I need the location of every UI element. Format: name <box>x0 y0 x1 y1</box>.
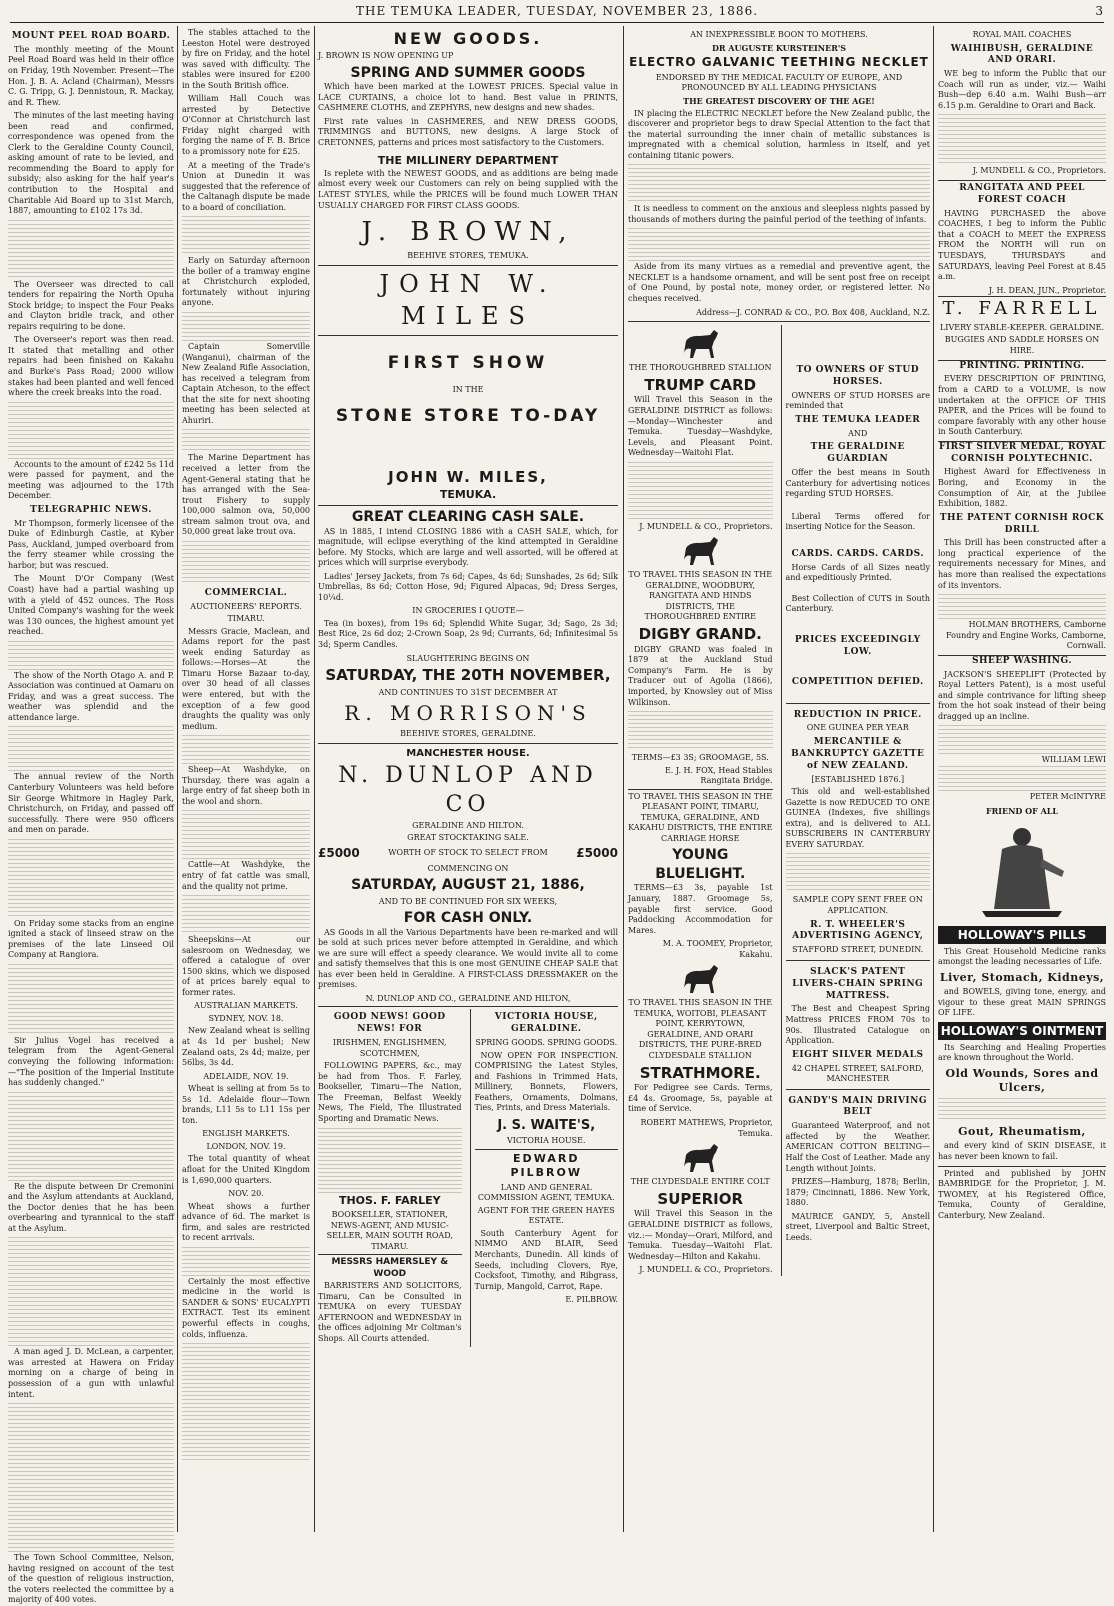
ad-commencing: COMMENCING ON <box>427 863 509 873</box>
article-paragraph: The stables attached to the Leeston Hotel were destroyed by fire on Friday, and the hotel was saved with difficulty. The stables were insured for £200 in the South British office. <box>182 28 310 90</box>
ad-farrell: T. FARRELL <box>938 296 1106 321</box>
holloway-illustration <box>938 806 1106 922</box>
ad-text: Will Travel this Season in the GERALDINE DISTRICT as follows:—Monday—Winchester and Temuka. Tuesday—Washdyke, Levels, and Pleasant Point. Wednesday—Waitohi Flat. <box>628 395 773 458</box>
ad-amount-left: £5000 <box>318 845 360 860</box>
text-lines <box>938 594 1106 620</box>
ad-text: TERMS—£3 3s, payable 1st January, 1887. Groomage 5s, payable first service. Good Paddocking Accommodation for Mares. <box>628 883 773 935</box>
ad-established: [ESTABLISHED 1876.] <box>811 774 905 784</box>
ad-text: OWNERS OF STUD HORSES are reminded that <box>785 390 930 411</box>
ad-stocktake: GREAT STOCKTAKING SALE. <box>407 833 529 843</box>
ad-cards: CARDS. CARDS. CARDS. <box>791 548 924 559</box>
ad-guinea: ONE GUINEA PER YEAR <box>806 723 909 733</box>
column-ads-right <box>628 28 930 1532</box>
ad-text: Its Searching and Healing Properties are known throughout the World. <box>938 1042 1106 1063</box>
ad-kursteiner: DR AUGUSTE KURSTEINER'S <box>711 42 847 53</box>
article-paragraph: The Overseer was directed to call tenders for repairing the North Opuha Stock bridge; to inspect the Four Peaks and Clayton bridle track, and other repairs requiring to be done. <box>8 279 174 331</box>
article-paragraph: The Town School Committee, Nelson, having resigned on account of the test of the question of religious instruction, the voters reelected the committee by a majority of 400 votes. <box>8 1553 174 1605</box>
ad-young-bluelight: YOUNG BLUELIGHT. <box>655 847 746 882</box>
article-paragraph: Wheat shows a further advance of 6d. The market is firm, and sales are restricted to recent arrivals. <box>182 1201 310 1243</box>
article-paragraph: Captain Somerville (Wanganui), chairman of the New Zealand Rifle Association, has received a telegram from Captain Atcheson, to the effect that the site for next shooting meeting has been selected at Ahuriri. <box>182 342 310 425</box>
horse-illustration-icon <box>678 534 722 568</box>
ad-sample: SAMPLE COPY SENT FREE ON APPLICATION. <box>792 895 923 915</box>
ad-medals: EIGHT SILVER MEDALS <box>792 1049 924 1060</box>
ad-strath-intro: TO TRAVEL THIS SEASON IN THE TEMUKA, WOITOBI, PLEASANT POINT, KERRYTOWN, GERALDINE, AND ORARI DISTRICTS, THE PURE-BRED CLYDESDALE STALLION <box>628 998 773 1060</box>
column-ads-far-right <box>938 28 1106 1532</box>
article-paragraph: The monthly meeting of the Mount Peel Road Board was held in their office on Friday, 19th November. Present—The Hon. J. B. A. Acland (Chairman), Messrs C. G. Tripp, G. J. Dennistoun, R. Mackay, and R. Thew. <box>8 44 174 107</box>
ad-worth: WORTH OF STOCK TO SELECT FROM <box>388 848 548 858</box>
article-paragraph: Messrs Gracie, Maclean, and Adams report for the past week ending Saturday as follows:—Horses—At the Timaru Horse Bazaar to-day, over 30 head of all classes were entered, but with the exception of a few good draughts the quality was only medium. <box>182 626 310 731</box>
ad-greatest: THE GREATEST DISCOVERY OF THE AGE! <box>683 96 875 107</box>
article-paragraph: Certainly the most effective medicine in the world is SANDER & SONS' EUCALYPTI EXTRACT. Test its eminent powerful effects in coughs, colds, influenza. <box>182 1276 310 1339</box>
ad-strathmore: STRATHMORE. <box>639 1063 761 1082</box>
article-paragraph: The Marine Department has received a letter from the Agent-General stating that he has arranged with the Sea-trout Fishery to supply 100,000 salmon ova, 50,000 stream salmon trout ova, and 50,000 great lake trout ova. <box>182 453 310 537</box>
text-lines <box>182 810 310 860</box>
dateline-adelaide: ADELAIDE, NOV. 19. <box>203 1071 289 1081</box>
text-lines <box>182 1343 310 1463</box>
ad-dunlop-name: N. DUNLOP AND CO <box>338 762 598 817</box>
ad-miles-name: JOHN W. MILES <box>318 265 618 336</box>
text-lines <box>628 164 930 204</box>
ad-rangitata: RANGITATA AND PEEL FOREST COACH <box>938 180 1106 207</box>
text-lines <box>182 312 310 342</box>
article-paragraph: A man aged J. D. McLean, a carpenter, was arrested at Hawera on Friday morning on a charge of being in possession of a gun with unlawful intent. <box>8 1347 174 1399</box>
article-paragraph: The minutes of the last meeting having been read and confirmed, correspondence was opened from the Clerk to the Geraldine County Council, asking amount of rate to be levied, and recommending the Board to apply for subsidy; also asking for the half year's contribution to the Hospital and Charitable Aid Board up to 31st March, 1887, amounting to £102 17s 3d. <box>8 111 174 216</box>
ad-liver: Liver, Stomach, Kidneys, <box>939 970 1105 984</box>
subhead-australian: AUSTRALIAN MARKETS. <box>194 1001 298 1011</box>
ad-text: Liberal Terms offered for inserting Notice for the Season. <box>785 511 930 532</box>
ad-stud-owners: TO OWNERS OF STUD HORSES. <box>796 365 920 387</box>
ad-amount-right: £5000 <box>576 845 618 860</box>
ad-text: MAURICE GANDY, 5, Anstell street, Liverpool and Baltic Street, Leeds. <box>785 1211 930 1242</box>
subhead-auctioneers: AUCTIONEERS' REPORTS. <box>190 601 302 611</box>
ad-pilbrow-agent: AGENT FOR THE GREEN HAYES ESTATE. <box>477 1205 615 1226</box>
ad-cash-only: FOR CASH ONLY. <box>403 910 533 927</box>
headline-telegraphic: TELEGRAPHIC NEWS. <box>30 504 152 515</box>
text-lines <box>8 839 174 919</box>
article-paragraph: At a meeting of the Trade's Union at Dunedin it was suggested that the reference of the Caltanagh dispute be made to a board of conciliation. <box>182 160 310 212</box>
article-paragraph: The annual review of the North Canterbury Volunteers was held before Sir George Whitmore in Hagley Park, Christchurch, on Friday, and passed off successfully. There were 950 officers and men on parade. <box>8 772 174 835</box>
text-lines <box>938 114 1106 166</box>
column-rule <box>933 26 934 1532</box>
ad-gandy: GANDY'S MAIN DRIVING BELT <box>788 1095 928 1118</box>
ad-leader: THE TEMUKA LEADER <box>795 414 921 425</box>
text-lines <box>182 541 310 585</box>
column-ads-center <box>318 28 618 1532</box>
ad-text: Aside from its many virtues as a remedial and preventive agent, the NECKLET is a handsome ornament, and will be sent post free on receipt of One Pound, by postal note, money order, or registered letter. No cheques received. <box>628 262 930 304</box>
ad-slaughter: SLAUGHTERING BEGINS ON <box>406 653 530 663</box>
ad-text: This Drill has been constructed after a long practical experience of the requirements necessary for Mines, and has more than realised the expectations of its inventors. <box>938 538 1106 590</box>
ad-pilbrow-sig: E. PILBROW. <box>565 1295 618 1305</box>
ad-rangitata-sig: J. H. DEAN, JUN., Proprietor. <box>988 285 1106 295</box>
column-rule <box>177 26 178 1532</box>
ad-text: Highest Award for Effectiveness in Boring, and Economy in the Consumption of Air, at the Jubilee Exhibition, 1882. <box>938 467 1106 509</box>
ad-holman: HOLMAN BROTHERS, Camborne Foundry and Engine Works, Camborne, Cornwall. <box>946 620 1106 651</box>
ad-text: Guaranteed Waterproof, and not affected by the Weather. AMERICAN COTTON BELTING—Half the Cost of Leather. Made any Length without Joints. <box>785 1121 930 1173</box>
ad-waite-name: J. S. WAITE'S, <box>497 1117 596 1133</box>
ad-royal-mail: ROYAL MAIL COACHES <box>972 30 1072 39</box>
ad-necklet-title: ELECTRO GALVANIC TEETHING NECKLET <box>629 55 929 70</box>
ad-prices-low: PRICES EXCEEDINGLY LOW. <box>794 634 921 657</box>
masthead-title: THE TEMUKA LEADER, TUESDAY, NOVEMBER 23, 1886. <box>355 4 759 18</box>
ad-livery: LIVERY STABLE-KEEPER. GERALDINE. <box>939 322 1105 332</box>
ad-text: FOLLOWING PAPERS, &c., may be had from Thos. F. Farley, Bookseller, Timaru—The Nation, The Freeman, Belfast Weekly News, The Field, The Illustrated Sporting and Dramatic News. <box>318 1061 462 1123</box>
text-lines <box>786 853 931 893</box>
ad-holloway-pills-banner: HOLLOWAY'S PILLS <box>938 926 1106 944</box>
ad-continued: AND TO BE CONTINUED FOR SIX WEEKS, <box>378 896 558 906</box>
ad-continues: AND CONTINUES TO 31ST DECEMBER AT <box>378 687 558 697</box>
ad-digby-sig: E. J. H. FOX, Head Stables Rangitata Bridge. <box>664 765 773 786</box>
ad-competition: COMPETITION DEFIED. <box>791 676 924 687</box>
text-lines <box>8 402 174 460</box>
ad-trump-card: TRUMP CARD <box>644 375 757 394</box>
horse-illustration-icon <box>678 1141 722 1175</box>
text-lines <box>938 1098 1106 1122</box>
headline-road-board: MOUNT PEEL ROAD BOARD. <box>11 31 171 41</box>
text-lines <box>8 1092 174 1182</box>
ad-manchester: MANCHESTER HOUSE. <box>406 748 530 760</box>
ad-superior-sig: J. MUNDELL & CO., Proprietors. <box>639 1265 773 1275</box>
article-paragraph: New Zealand wheat is selling at 4s 1d per bushel; New Zealand oats, 2s 4d; maize, per 56lbs, 3s 4d. <box>182 1026 310 1068</box>
seated-figure-icon <box>962 819 1082 919</box>
ad-digby-grand: DIGBY GRAND. <box>638 625 762 644</box>
ad-text: EVERY DESCRIPTION OF PRINTING, from a CARD to a VOLUME, is now undertaken at the OFFICE OF THIS PAPER, and the Prices will be found to compare favorably with any other house in South Canterbury. <box>938 374 1106 437</box>
ad-text: Is replete with the NEWEST GOODS, and as additions are being made almost every week our Customers can rely on being supplied with the LATEST STYLES, while the PRICES will be found much LOWER THAN USUALLY CHARGED FOR FIRST CLASS GOODS. <box>318 168 618 210</box>
ad-digby-terms: TERMS—£3 3S; GROOMAGE, 5S. <box>631 753 769 763</box>
horse-illustration-icon <box>678 327 722 361</box>
ad-text: The Best and Cheapest Spring Mattress PRICES FROM 70s to 90s. Illustrated Catalogue on Application. <box>785 1004 930 1046</box>
ad-wheeler: R. T. WHEELER'S ADVERTISING AGENCY, <box>792 919 924 942</box>
article-paragraph: William Hall Couch was arrested by Detective O'Connor at Christchurch last Friday night charged with forging the name of F. B. Brice to a promissory note for £25. <box>182 94 310 157</box>
ad-trump-sig: J. MUNDELL & CO., Proprietors. <box>639 521 773 531</box>
ad-miles-town: TEMUKA. <box>439 487 497 501</box>
ad-text: HAVING PURCHASED the above COACHES, I beg to inform the Public that a COACH to MEET the EXPRESS FROM the NORTH will run on TUESDAYS, THURSDAYS and SATURDAYS, leaving Peel Forest at 8.45 a.m. <box>938 208 1106 282</box>
ad-reduction: REDUCTION IN PRICE. <box>793 709 922 720</box>
ad-text: Which have been marked at the LOWEST PRICES. Special value in LACE CURTAINS, a choice lot to hand. Best value in PRINTS, CASHMERE CLOTHS, and ZEPHYRS, new designs and new shades. <box>318 82 618 113</box>
ad-dunlop-sig: N. DUNLOP AND CO., GERALDINE AND HILTON, <box>365 993 571 1003</box>
text-lines <box>182 735 310 765</box>
ad-millinery-heading: THE MILLINERY DEPARTMENT <box>377 154 559 168</box>
subhead-timaru: TIMARU. <box>227 614 265 624</box>
ad-text: DIGBY GRAND was foaled in 1879 at the Auckland Stud Company's Farm. He is by Traducer out of Agolia (1866), imported, by Knowsley out of Miss Wilkinson. <box>628 644 773 707</box>
ad-saturday-21: SATURDAY, AUGUST 21, 1886, <box>351 877 585 894</box>
text-lines <box>938 725 1106 755</box>
article-paragraph: Mr Thompson, formerly licensee of the Duke of Edinburgh Castle, at Kyber Pass, Auckland, jumped overboard from the ferry steamer while crossing the harbor, but was rescued. <box>8 518 174 570</box>
ad-good-news: GOOD NEWS! GOOD NEWS! FOR <box>333 1012 446 1035</box>
ad-stone-store: STONE STORE TO-DAY <box>335 406 601 427</box>
ad-pilbrow-sub: LAND AND GENERAL COMMISSION AGENT, TEMUKA. <box>477 1182 615 1203</box>
ad-brown-intro: J. BROWN IS NOW OPENING UP <box>318 51 454 61</box>
horse-illustration-icon <box>678 962 722 996</box>
dateline-london: LONDON, NOV. 19. <box>206 1141 286 1151</box>
text-lines <box>8 964 174 1036</box>
ad-mail-routes: WAIHIBUSH, GERALDINE AND ORARI. <box>950 43 1094 66</box>
ad-text: PRIZES—Hamburg, 1878; Berlin, 1879; Cincinnati, 1886. New York, 1880. <box>785 1177 930 1208</box>
ad-grocer-heading: IN GROCERIES I QUOTE— <box>412 606 524 616</box>
ad-text: It is needless to comment on the anxious and sleepless nights passed by thousands of mothers during the painful period of the teething of infants. <box>628 204 930 224</box>
article-paragraph: On Friday some stacks from an engine ignited a stack of linseed straw on the premises of the late Linseed Oil Company at Rangiora. <box>8 918 174 960</box>
ad-hamersley: MESSRS HAMERSLEY & WOOD <box>318 1254 462 1281</box>
column-rule <box>314 26 315 1532</box>
ad-and: AND <box>848 428 868 438</box>
ad-wheeler-address: STAFFORD STREET, DUNEDIN. <box>792 945 924 955</box>
ad-waite-sub: VICTORIA HOUSE. <box>506 1136 586 1146</box>
ad-clearing-title: GREAT CLEARING CASH SALE. <box>351 509 585 526</box>
ad-text: Best Collection of CUTS in South Canterbury. <box>785 593 930 614</box>
ad-text: Tea (in boxes), from 19s 6d; Splendid White Sugar, 3d; Sago, 2s 3d; Best Rice, 2s 6d doz; 2-Crown Soap, 2s 9d; Currants, 6d; Infinitesimal 5s 3d; Sperm Candles. <box>318 618 618 649</box>
ad-gout: Gout, Rheumatism, <box>958 1124 1086 1138</box>
text-lines <box>8 1403 174 1553</box>
ad-text: IN placing the ELECTRIC NECKLET before the New Zealand public, the discoverer and proprietor begs to draw Special Attention to the fact that the material surrounding the inner chain of metallic substances is impregnated with a chemical solution, harmless in itself, and yet containing titanic powers. <box>628 108 930 160</box>
ad-first-show: FIRST SHOW <box>387 353 549 374</box>
article-paragraph: The total quantity of wheat afloat for the United Kingdom is 1,690,000 quarters. <box>182 1154 310 1185</box>
ad-irishmen: IRISHMEN, ENGLISHMEN, SCOTCHMEN, <box>332 1038 447 1058</box>
article-paragraph: Sir Julius Vogel has received a telegram from the Agent-General conveying the following information:—"The position of the Imperial Institute has suddenly changed." <box>8 1035 174 1088</box>
article-paragraph: Re the dispute between Dr Cremonini and the Asylum attendants at Auckland, the Doctor denies that he has been overbearing and tyrannical to the staff at the Asylum. <box>8 1181 174 1233</box>
column-rule <box>623 26 624 1532</box>
article-paragraph: The Overseer's report was then read. It stated that metalling and other repairs had been finished on Kakahu and Burke's Pass Road; 2000 willow stakes had been planted and well fenced where the creek breaks into the road. <box>8 335 174 398</box>
ad-gazette: MERCANTILE & BANKRUPTCY GAZETTE of NEW ZEALAND. <box>791 736 925 771</box>
text-lines <box>8 1237 174 1347</box>
ad-buggies: BUGGIES AND SADDLE HORSES ON HIRE. <box>944 335 1100 355</box>
ad-printing: PRINTING. PRINTING. <box>938 360 1106 373</box>
text-lines <box>628 228 930 262</box>
article-paragraph: Sheepskins—At our salesroom on Wednesday, we offered a catalogue of over 1500 skins, which we disposed of at prices barely equal to former rates. <box>182 935 310 997</box>
text-lines <box>182 895 310 935</box>
ad-morrison-name: R. MORRISON'S <box>344 701 592 726</box>
ad-text: JACKSON'S SHEEPLIFT (Protected by Royal Letters Patent), is a most useful and simple contrivance for lifting sheep from the hot soak instead of their being dragged up an incline. <box>938 669 1106 721</box>
ad-text: South Canterbury Agent for NIMMO AND BLAIR, Seed Merchants, Dunedin. All kinds of Seeds, including Clovers, Rye, Cocksfoot, Timothy, and Ribgrass, Turnip, Mangold, Carrot, Rape. <box>474 1228 618 1291</box>
text-lines <box>628 462 773 522</box>
ad-mail-sig: J. MUNDELL & CO., Proprietors. <box>972 166 1106 176</box>
ad-lewi: WILLIAM LEWI <box>1041 755 1106 765</box>
ad-spring-goods: SPRING AND SUMMER GOODS <box>350 64 586 81</box>
ad-new-goods-title: NEW GOODS. <box>393 29 543 48</box>
ad-victoria-house: VICTORIA HOUSE, GERALDINE. <box>494 1012 598 1035</box>
ad-text: BARRISTERS AND SOLICITORS, Timaru, Can be Consulted in TEMUKA on every TUESDAY AFTERNOON and WEDNESDAY in the offices adjoining Mr Coltman's Shops. All Courts attended. <box>318 1280 462 1343</box>
ad-boon: AN INEXPRESSIBLE BOON TO MOTHERS. <box>690 30 868 39</box>
ad-miles-sig: JOHN W. MILES, <box>388 467 548 486</box>
ad-rock-drill: THE PATENT CORNISH ROCK DRILL <box>939 512 1105 535</box>
ad-bluelight-sig: M. A. TOOMEY, Proprietor, Kakahu. <box>662 939 773 959</box>
ad-farley-address: BOOKSELLER, STATIONER, NEWS-AGENT, AND MUSIC-SELLER, MAIN SOUTH ROAD, TIMARU. <box>326 1210 453 1251</box>
dateline-nov20: NOV. 20. <box>228 1189 264 1199</box>
ad-necklet-address: Address—J. CONRAD & CO., P.O. Box 408, Auckland, N.Z. <box>696 307 930 317</box>
article-paragraph: Cattle—At Washdyke, the entry of fat cattle was small, and the quality not prime. <box>182 860 310 891</box>
ad-endorsed: ENDORSED BY THE MEDICAL FACULTY OF EUROPE, AND PRONOUNCED BY ALL LEADING PHYSICIANS <box>655 72 903 93</box>
ad-spring-goods-2: SPRING GOODS. SPRING GOODS. <box>475 1038 618 1048</box>
article-paragraph: The Mount D'Or Company (West Coast) have had a partial washing up with a yield of 452 ounces. The Ross United Company's washing for the week was 130 ounces, the highest amount yet reached. <box>8 574 174 637</box>
ad-text: WE beg to inform the Public that our Coach will run as under, viz.— Waihi Bush—dep 6.40 a.m. Waihi Bush—arr 6.15 p.m. Geraldine to Orari and Back. <box>938 69 1106 110</box>
masthead <box>10 4 1104 23</box>
ad-saturday-20: SATURDAY, THE 20TH NOVEMBER, <box>325 666 611 685</box>
text-lines <box>938 766 1106 792</box>
article-paragraph: Accounts to the amount of £242 5s 11d were passed for payment, and the meeting was adjourned to the 17th December. <box>8 459 174 501</box>
ad-mcintyre: PETER McINTYRE <box>1029 791 1106 801</box>
ad-text: AS Goods in all the Various Departments have been re-marked and will be sold at such prices never before attempted in Geraldine, and which we are sure will effect a speedy clearance. We would invite all to come and satisfy themselves that this is one most GENUINE CHEAP SALE that has ever been held in Geraldine. A FIRST-CLASS DRESSMAKER on the premises. <box>318 927 618 990</box>
text-lines <box>8 641 174 671</box>
ad-in-the: IN THE <box>452 384 484 394</box>
ad-text: Offer the best means in South Canterbury for advertising notices regarding STUD HORSES. <box>785 468 930 499</box>
ad-silver-medal: FIRST SILVER MEDAL, ROYAL CORNISH POLYTECHNIC. <box>938 441 1106 464</box>
spacer <box>318 428 618 468</box>
ad-holloway-ointment-banner: HOLLOWAY'S OINTMENT <box>938 1022 1106 1040</box>
ad-text: First rate values in CASHMERES, and NEW DRESS GOODS, TRIMMINGS and BUTTONS, new designs. A large Stock of CRETONNES, patterns and prices most satisfactory to the Customers. <box>318 116 618 147</box>
ad-guardian: THE GERALDINE GUARDIAN <box>810 442 905 465</box>
imprint-footer: Printed and published by JOHN BAMBRIDGE for the Proprietor, J. M. TWOMEY, at his Registered Office, Temuka, County of Geraldine, Canterbury, New Zealand. <box>938 1166 1106 1222</box>
article-paragraph: Sheep—At Washdyke, on Thursday, there was again a large entry of fat sheep both in the wool and shorn. <box>182 765 310 806</box>
text-lines <box>182 1247 310 1277</box>
headline-commercial: COMMERCIAL. <box>204 587 288 598</box>
ad-text: Will Travel this Season in the GERALDINE DISTRICT as follows, viz.:— Monday—Orari, Milford, and Temuka. Tuesday—Waitohi Flat. Wednesday—Hilton and Kakahu. <box>628 1209 773 1261</box>
text-lines <box>8 220 174 280</box>
subhead-english: ENGLISH MARKETS. <box>202 1129 290 1139</box>
ad-text: Ladies' Jersey Jackets, from 7s 6d; Capes, 4s 6d; Sunshades, 2s 6d; Silk Umbrellas, 8s 6d; Cotton Hose, 9d; Figured Alpacas, 9d; Dress Serges, 10¼d. <box>318 571 618 602</box>
ad-superior-intro: THE CLYDESDALE ENTIRE COLT <box>630 1177 770 1187</box>
ad-digby-intro: TO TRAVEL THIS SEASON IN THE GERALDINE, WOODBURY, RANGITATA AND HINDS DISTRICTS, THE THOROUGHBRED ENTIRE <box>628 570 773 622</box>
ad-morrison-address: BEEHIVE STORES, GERALDINE. <box>400 728 536 738</box>
article-paragraph: Wheat is selling at from 5s to 5s 1d. Adelaide flour—Town brands, L11 5s to L11 15s per ton. <box>182 1084 310 1125</box>
ad-brown-name: J. BROWN, <box>361 217 575 248</box>
ad-text: Horse Cards of all Sizes neatly and expeditiously Printed. <box>785 562 930 583</box>
text-lines <box>8 726 174 772</box>
text-lines <box>182 216 310 256</box>
ad-strath-sig: ROBERT MATHEWS, Proprietor, Temuka. <box>640 1117 773 1138</box>
ad-sheep-washing: SHEEP WASHING. <box>938 655 1106 668</box>
ad-trump-intro: THE THOROUGHBRED STALLION <box>629 363 772 373</box>
ad-text: This old and well-established Gazette is now REDUCED TO ONE GUINEA (Indexes, five shillings extra), and is delivered to ALL SUBSCRIBERS IN CANTERBURY EVERY SATURDAY. <box>785 787 930 849</box>
ad-pilbrow-name: EDWARD PILBROW <box>475 1149 619 1181</box>
ad-text: and BOWELS, giving tone, energy, and vigour to these great MAIN SPRINGS OF LIFE. <box>938 987 1106 1018</box>
ad-friend-of-all: FRIEND OF ALL <box>985 806 1059 817</box>
ad-superior: SUPERIOR <box>657 1189 744 1208</box>
ad-slack: SLACK'S PATENT LIVERS-CHAIN SPRING MATTRESS. <box>792 966 924 1001</box>
ad-farley-name: THOS. F. FARLEY <box>338 1193 441 1207</box>
column-news-2 <box>182 28 310 1532</box>
page-number: 3 <box>1095 4 1104 18</box>
text-lines <box>628 711 773 751</box>
dateline-sydney: SYDNEY, NOV. 18. <box>208 1013 284 1023</box>
ad-text: This Great Household Medicine ranks amongst the leading necessaries of Life. <box>938 946 1106 967</box>
ad-dunlop-location: GERALDINE AND HILTON. <box>412 820 524 830</box>
article-paragraph: Early on Saturday afternoon the boiler of a tramway engine at Christchurch exploded, fortunately without injuring anyone. <box>182 256 310 308</box>
ad-chapel: 42 CHAPEL STREET, SALFORD, MANCHESTER <box>791 1063 924 1084</box>
text-lines <box>318 1128 462 1194</box>
ad-text: NOW OPEN FOR INSPECTION. COMPRISING the Latest Styles, and Fashions in Trimmed Hats, Millinery, Bonnets, Flowers, Feathers, Ornaments, Dolmans, Ties, Prints, and Dress Materials. <box>474 1050 618 1113</box>
text-lines <box>182 429 310 453</box>
ad-text: and every kind of SKIN DISEASE, it has never been known to fail. <box>938 1141 1106 1161</box>
column-news-1 <box>8 28 174 1605</box>
ad-old-wounds: Old Wounds, Sores and Ulcers, <box>945 1066 1099 1095</box>
ad-brown-address: BEEHIVE STORES, TEMUKA. <box>407 251 529 261</box>
ad-text: For Pedigree see Cards. Terms, £4 4s. Groomage, 5s, payable at time of Service. <box>628 1083 773 1114</box>
ad-bluelight-intro: TO TRAVEL THIS SEASON IN THE PLEASANT POINT, TIMARU, TEMUKA, GERALDINE, AND KAKAHU DISTRICTS, THE ENTIRE CARRIAGE HORSE <box>628 789 773 845</box>
ad-text: AS in 1885, I intend CLOSING 1886 with a CASH SALE, which, for magnitude, will eclipse everything of the kind attempted in Geraldine before. My Stocks, which are large and well assorted, will be offered at prices which will surprise everybody. <box>318 526 618 568</box>
article-paragraph: The show of the North Otago A. and P. Association was continued at Oamaru on Friday, and was a great success. The weather was splendid and the attendance large. <box>8 670 174 722</box>
